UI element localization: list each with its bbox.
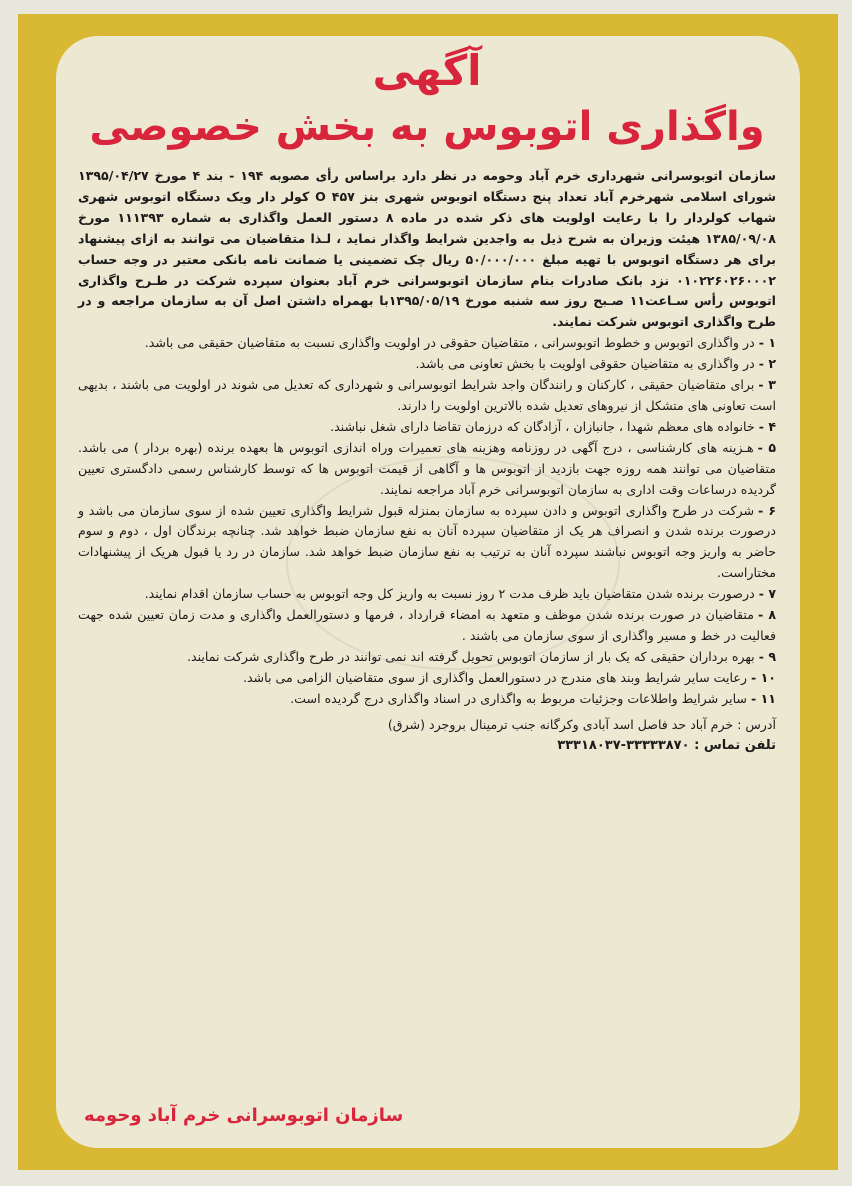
contact-address: آدرس : خرم آباد حد فاصل اسد آبادی وکرگانه جنب ترمینال بروجرد (شرق) — [387, 716, 776, 732]
clause-number: ۲ - — [758, 356, 776, 372]
clause-number: ۴ - — [758, 418, 776, 434]
clause-number: ۱۰ - — [751, 669, 776, 685]
clause-number: ۵ - — [757, 439, 776, 455]
clause-number: ۸ - — [757, 607, 776, 623]
clause-item — [78, 584, 776, 605]
clause-number: ۷ - — [758, 586, 776, 602]
clause-item — [78, 501, 776, 585]
clause-item — [78, 417, 776, 438]
clause-text: در واگذاری به متقاضیان حقوقی اولویت با بخش تعاونی می باشد. — [415, 356, 755, 372]
clause-item — [78, 605, 776, 647]
ad-main-title: واگذاری اتوبوس به بخش خصوصی — [89, 104, 765, 150]
clause-text: سایر شرایط واطلاعات وجزئیات مربوط به واگذاری در اسناد واگذاری درج گردیده است. — [290, 690, 747, 706]
clause-list — [78, 333, 776, 709]
clause-text: برای متقاضیان حقیقی ، کارکنان و رانندگان واجد شرایط اتوبوسرانی و شهرداری که تعدیل می شوند در اولویت می باشند ، بدیهی است تعاونی های متشکل از نیروهای تعدیل شده بالاترین اولویت را دارند. — [78, 377, 776, 413]
clause-number: ۱۱ - — [751, 690, 776, 706]
clause-text: بهره برداران حقیقی که یک بار از سازمان اتوبوس تحویل گرفته اند نمی توانند در طرح واگذاری شرکت نمایند. — [186, 648, 755, 664]
clause-number: ۹ - — [758, 648, 776, 664]
ad-label-title: آگهی — [372, 46, 482, 95]
advertisement-frame — [18, 14, 838, 1170]
clause-number: ۶ - — [758, 502, 776, 518]
ad-body — [78, 166, 776, 710]
clause-text: در واگذاری اتوبوس و خطوط اتوبوسرانی ، متقاضیان حقوقی در اولویت واگذاری نسبت به متقاضیان حقیقی می باشد. — [144, 335, 755, 351]
clause-text: شرکت در طرح واگذاری اتوبوس و دادن سپرده به سازمان بمنزله قبول شرایط واگذاری تعیین شده از سوی سازمان می باشد و درصورت برنده شدن و انصراف هر یک از متقاضیان سپرده آنان به نفع سازمان ضبط خواهد شد. چنانچه برندگان اول ، دوم و سوم حاضر به واریز وجه اتوبوس نباشند سپرده آنان به ترتیب به نفع سازمان ضبط خواهد شد. سازمان در رد یا قبول هریک از پیشنهادات مختاراست. — [78, 502, 776, 581]
clause-item — [78, 438, 776, 501]
clause-number: ۳ - — [758, 377, 776, 393]
clause-item — [78, 375, 776, 417]
clause-item — [78, 333, 776, 354]
intro-paragraph: سازمان اتوبوسرانی شهرداری خرم آباد وحومه در نظر دارد براساس رأی مصوبه ۱۹۴ - بند ۴ مورخ ۱۳۹۵/۰۴/۲۷ شورای اسلامی شهرخرم آباد تعداد پنج دستگاه اتوبوس شهری بنز O ۴۵۷ کولر دار ویک دستگاه اتوبوس شهری شهاب کولردار را با رعایت اولویت های ذکر شده در ماده ۸ دستور العمل واگذاری به شماره ۱۱۱۳۹۳ مورخ ۱۳۸۵/۰۹/۰۸ هیئت وزیران به شرح ذیل به واجدین شرایط واگذار نماید ، لـذا متقاضیان می توانند به ازای پیشنهاد برای هر دستگاه اتوبوس با تهیه مبلغ ۵۰/۰۰۰/۰۰۰ ریال چک تضمینی یا ضمانت نامه بانکی معتبر در وجه حساب ۰۱۰۲۲۶۰۲۶۰۰۰۲ نزد بانک صادرات بنام سازمان اتوبوسرانی خرم آباد بعنوان سپرده شرکت در طـرح واگذاری اتوبوس رأس سـاعت۱۱ صـبح روز سه شنبه مورخ ۱۳۹۵/۰۵/۱۹با بهمراه داشتن اصل آن به سازمان مراجعه و در طرح واگذاری اتوبوس شرکت نمایند. — [78, 168, 777, 330]
clause-text: رعایت سایر شرایط وبند های مندرج در دستورالعمل واگذاری از سوی متقاضیان الزامی می باشد. — [242, 669, 747, 685]
clause-item — [78, 689, 776, 710]
clause-item — [78, 647, 776, 668]
contact-phone: تلفن تماس : ۳۳۳۳۳۸۷۰-۳۳۳۱۸۰۳۷ — [557, 737, 776, 753]
clause-number: ۱ - — [758, 335, 776, 351]
clause-text: درصورت برنده شدن متقاضیان باید ظرف مدت ۲ روز نسبت به واریز کل وجه اتوبوس به حساب سازمان اقدام نمایند. — [144, 586, 755, 602]
clause-text: متقاضیان در صورت برنده شدن موظف و متعهد به امضاء قرارداد ، فرمها و دستورالعمل واگذاری و مدت زمان تعیین شده جهت فعالیت در خط و مسیر واگذاری از سوی سازمان می باشند . — [78, 607, 776, 643]
issuer-signature: سازمان اتوبوسرانی خرم آباد وحومه — [84, 1105, 404, 1126]
clause-text: خانواده های معظم شهدا ، جانبازان ، آزادگان که درزمان تقاضا دارای شغل نباشند. — [330, 418, 755, 434]
advertisement-panel — [56, 36, 800, 1148]
clause-text: هـزینه های کارشناسی ، درج آگهی در روزنامه وهزینه های تعمیرات وراه اندازی اتوبوس ها بعهده برنده (بهره بردار ) می باشد. متقاضیان می توانند همه روزه جهت بازدید از اتوبوس ها و آگاهی از قیمت اتوبوس ها که توسط کارشناس رسمی دادگستری تعیین گردیده درساعات وقت اداری به سازمان اتوبوسرانی خرم آباد مراجعه نمایند. — [78, 439, 776, 497]
clause-item — [78, 668, 776, 689]
clause-item — [78, 354, 776, 375]
